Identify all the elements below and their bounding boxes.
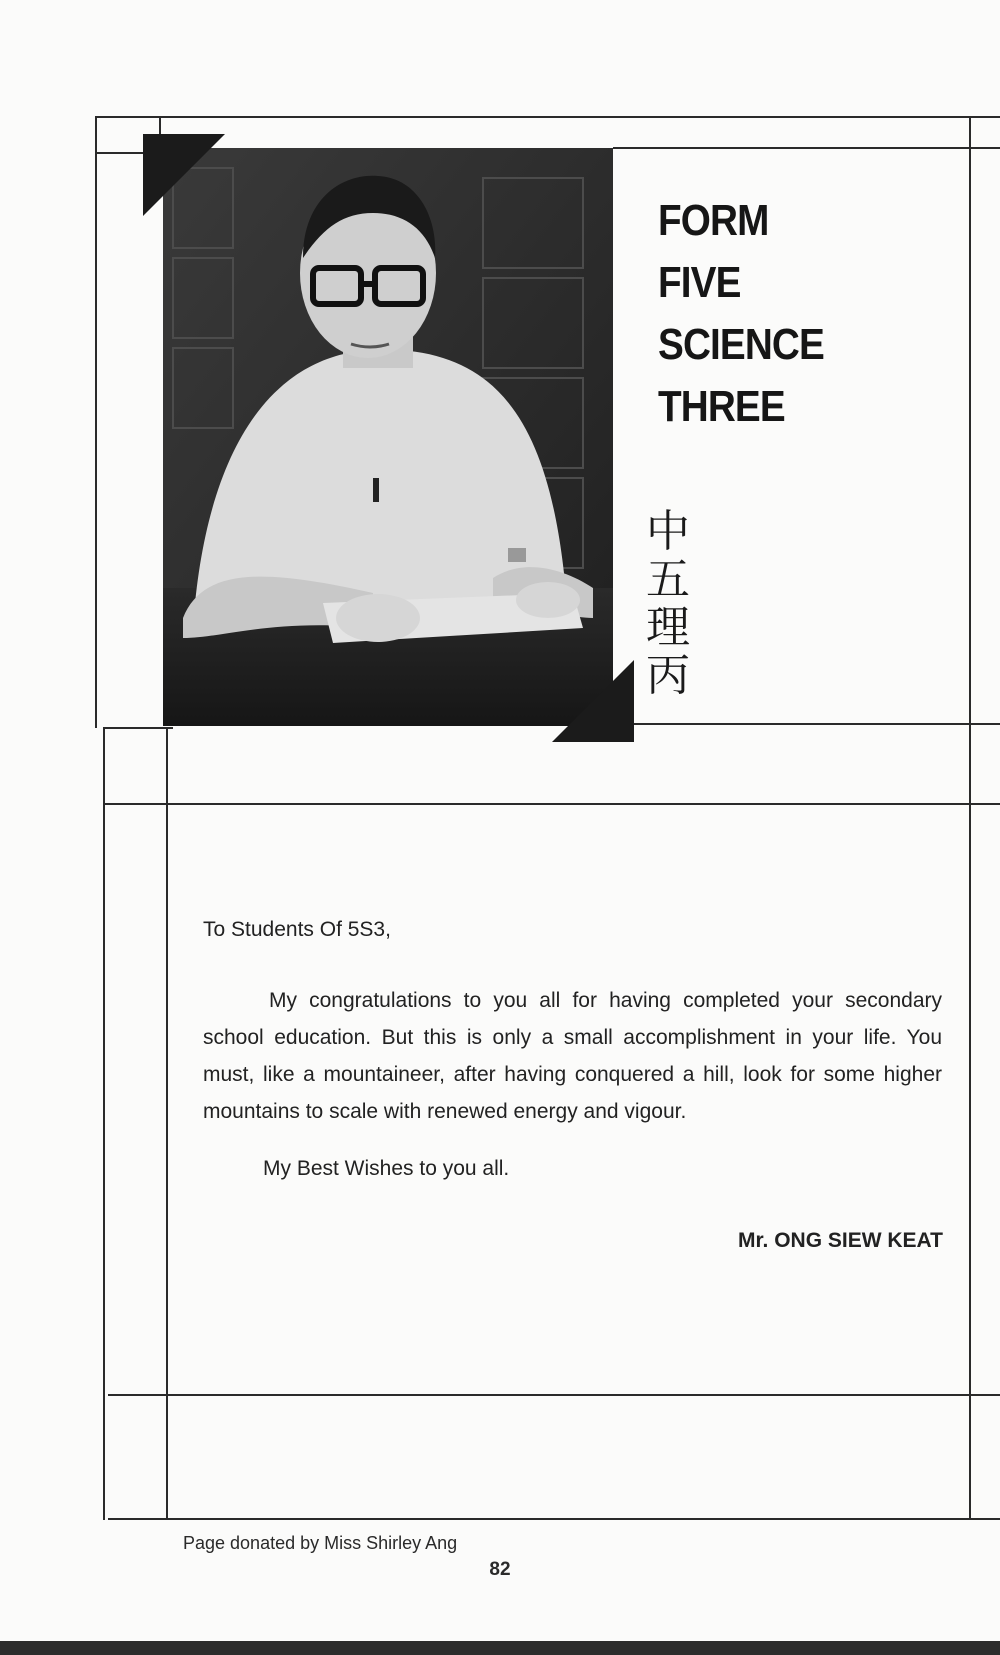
chinese-char: 中 xyxy=(646,506,690,557)
page-donor-credit: Page donated by Miss Shirley Ang xyxy=(183,1533,458,1553)
heading-line-science: SCIENCE xyxy=(658,320,824,369)
page-number: 82 xyxy=(489,1559,511,1580)
scan-edge-bar xyxy=(0,1641,1000,1655)
frame-right-line xyxy=(969,116,971,1520)
frame-top-line xyxy=(95,116,1000,118)
frame-box-inner-left-line xyxy=(166,727,168,1520)
teacher-portrait-photo xyxy=(163,148,613,726)
frame-heading-top-line xyxy=(613,147,1000,149)
message-body: My congratulations to you all for having completed your secondary school education. But this is only a small accomplishment in your life. You must, like a mountaineer, after having conquered a hill, look for some higher mountains to scale with renewed energy and vigour. xyxy=(203,989,942,1123)
frame-left-outer-line xyxy=(95,116,97,728)
heading-line-form: FORM xyxy=(658,196,769,245)
chinese-class-title xyxy=(646,508,696,700)
message-signature: Mr. ONG SIEW KEAT xyxy=(738,1229,943,1252)
frame-bottom-line xyxy=(108,1518,1000,1520)
frame-box-left-line xyxy=(103,727,105,1520)
corner-triangle-top-left xyxy=(143,134,225,216)
chinese-char: 丙 xyxy=(646,650,690,701)
heading-line-five: FIVE xyxy=(658,258,741,307)
corner-triangle-bottom-right xyxy=(552,660,634,742)
heading-line-three: THREE xyxy=(658,382,785,431)
frame-mid-line xyxy=(103,803,1000,805)
message-wishes: My Best Wishes to you all. xyxy=(263,1157,510,1180)
chinese-char: 五 xyxy=(646,554,690,605)
message-salutation: To Students Of 5S3, xyxy=(203,918,391,941)
portrait-illustration xyxy=(163,148,613,726)
frame-heading-bottom-line xyxy=(613,723,1000,725)
frame-photo-bottom-line xyxy=(103,727,173,729)
chinese-char: 理 xyxy=(646,602,690,653)
frame-lower-line xyxy=(108,1394,1000,1396)
